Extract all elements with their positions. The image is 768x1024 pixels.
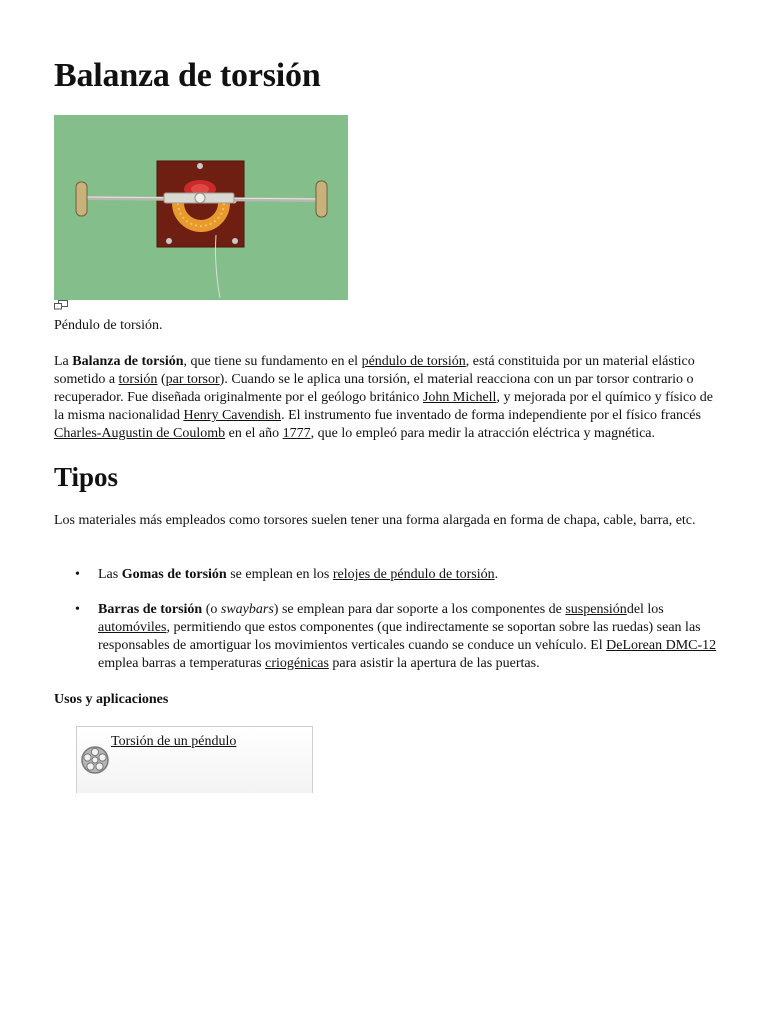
link-1777[interactable]: 1777 [282,426,311,441]
tipos-list [54,566,719,673]
section-heading-tipos: Tipos [54,462,119,492]
torsion-pendulum-photo[interactable] [54,115,348,300]
link-pendulo-de-torsion[interactable]: péndulo de torsión [361,354,466,369]
link-coulomb[interactable]: Charles-Augustin de Coulomb [54,426,226,441]
link-relojes[interactable]: relojes de péndulo de torsión [332,567,495,582]
link-delorean[interactable]: DeLorean DMC-12 [606,638,717,653]
figure-caption: Péndulo de torsión. [54,318,163,333]
list-item-gomas: • Las Gomas de torsión se emplean en los relojes de péndulo de torsión. [54,566,719,584]
torsion-pendulum-illustration [54,115,348,300]
media-thumbnail-box[interactable] [76,726,313,793]
film-reel-icon[interactable] [80,743,110,777]
link-henry-cavendish[interactable]: Henry Cavendish [183,408,282,423]
usos-heading: Usos y aplicaciones [54,692,169,707]
intro-paragraph: La Balanza de torsión, que tiene su fundamento en el péndulo de torsión, está constituida por un material elástico sometido a torsión (par torsor). Cuando se le aplica una torsión, el material reacciona con un par torsor contrario o recuperador. Fue diseñada originalmente por el geólogo británico John Michell, y mejorada por el químico y físico de la misma nacionalidad Henry Cavendish. El instrumento fue inventado de forma independiente por el físico francés Charles-Augustin de Coulomb en el año 1777, que lo empleó para medir la atracción eléctrica y magnética. [54,354,713,441]
tipos-paragraph: Los materiales más empleados como torsores suelen tener una forma alargada en forma de chapa, cable, barra, etc. [54,513,696,528]
link-suspension[interactable]: suspensión [565,602,627,617]
link-torsion[interactable]: torsión [118,372,158,387]
list-item-barras: • Barras de torsión (o swaybars) se emplean para dar soporte a los componentes de suspensióndel los automóviles, permitiendo que estos componentes (que indirectamente se soportan sobre las ruedas) sean las responsables de amortiguar los movimientos verticales cuando se conduce un vehículo. El DeLorean DMC-12 emplea barras a temperaturas criogénicas para asistir la apertura de las puertas. [54,601,719,673]
link-par-torsor[interactable]: par torsor [165,372,220,387]
link-john-michell[interactable]: John Michell [422,390,497,405]
page-title: Balanza de torsión [54,57,321,94]
link-criogenicas[interactable]: criogénicas [265,656,329,671]
bold-term: Balanza de torsión [72,354,184,369]
link-automoviles[interactable]: automóviles [98,620,167,635]
media-link-torsion-pendulo[interactable]: Torsión de un péndulo [111,734,237,749]
enlarge-icon[interactable] [54,300,68,310]
